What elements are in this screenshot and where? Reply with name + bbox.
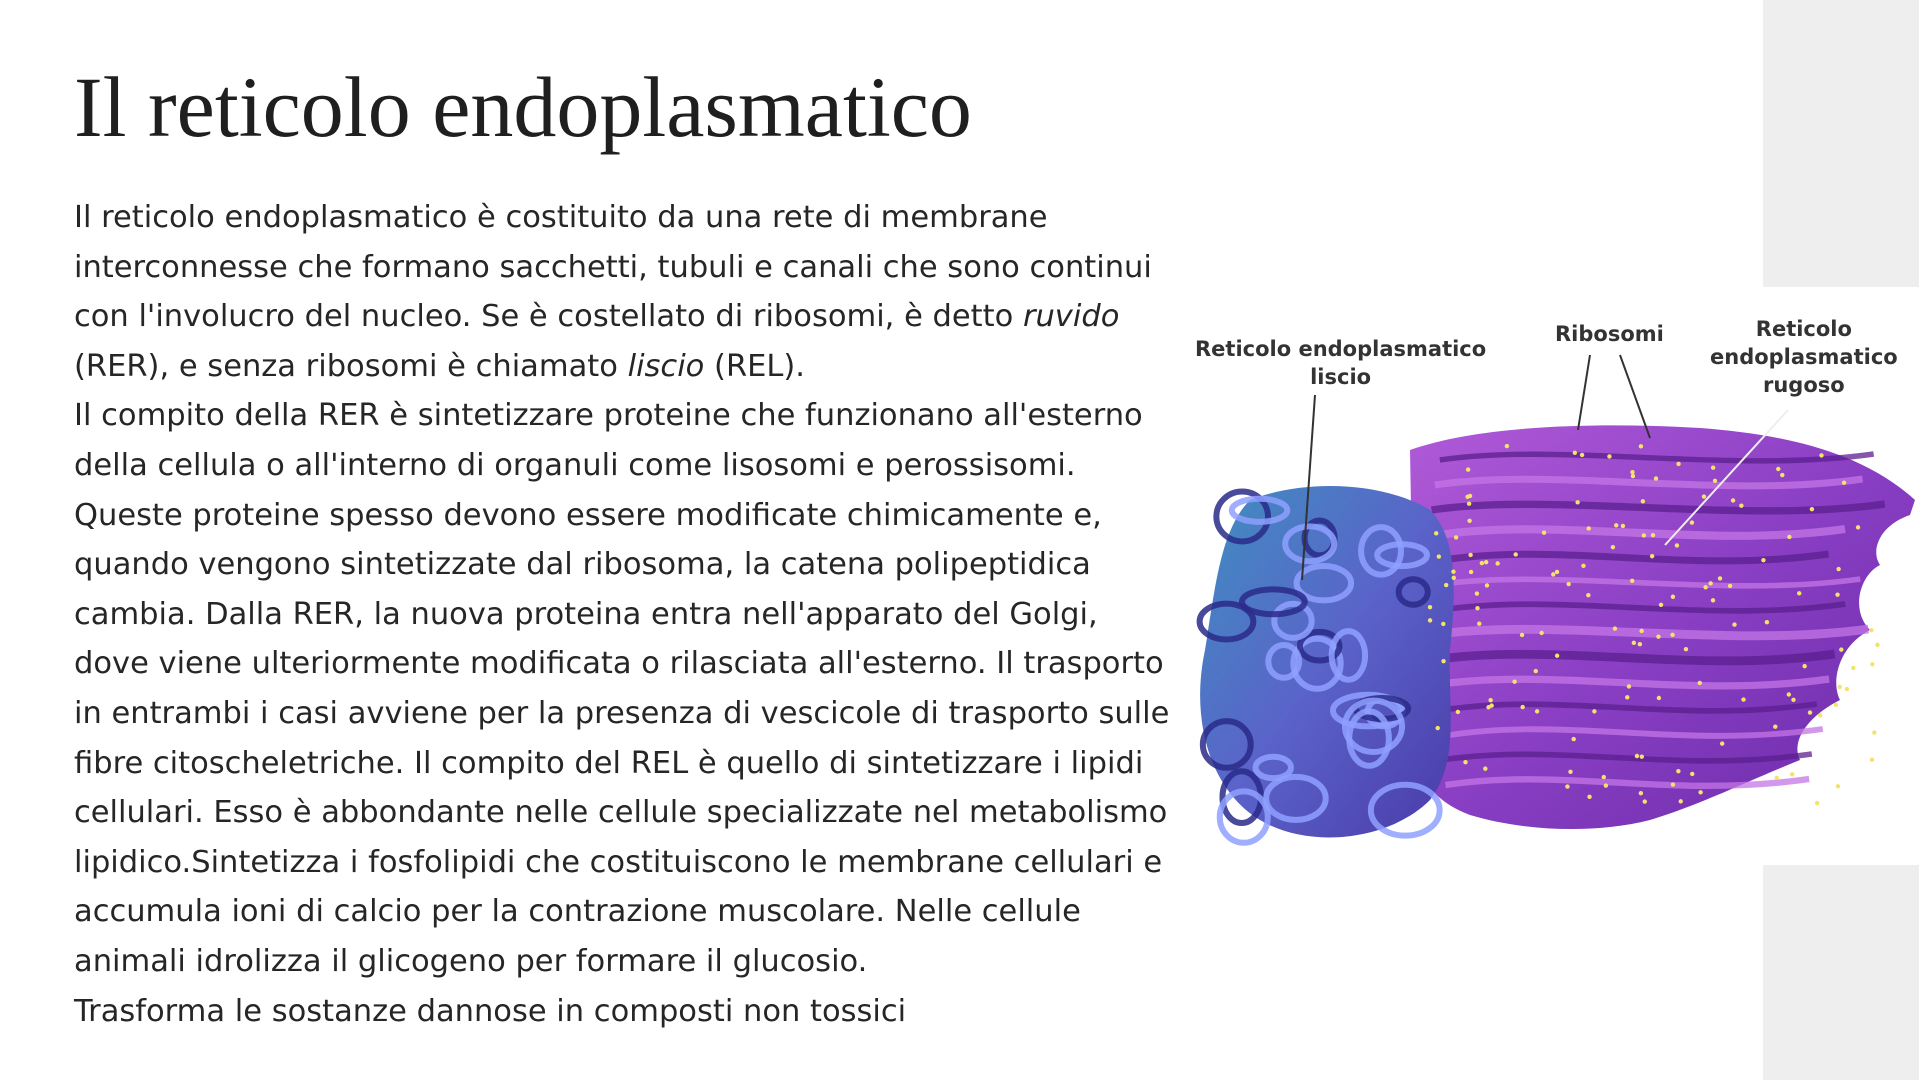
ribosome-dot (1565, 784, 1569, 788)
ribosome-dot (1791, 698, 1795, 702)
ribosome-dot (1702, 494, 1706, 498)
text-line (74, 391, 1184, 441)
ribosome-dot (1505, 444, 1509, 448)
ribosome-dot (1572, 737, 1576, 741)
ribosome-dot (1834, 703, 1838, 707)
text-segment: dove viene ulteriormente modificata o rilasciata all'esterno. Il trasporto (74, 646, 1164, 682)
ribosome-dot (1483, 766, 1487, 770)
ribosome-dot (1643, 799, 1647, 803)
ribosome-dot (1630, 470, 1634, 474)
ribosome-dot (1613, 626, 1617, 630)
ribosome-dot (1728, 584, 1732, 588)
text-segment: cellulari. Esso è abbondante nelle cellule specializzate nel metabolismo (74, 795, 1168, 831)
ribosome-dot (1592, 709, 1596, 713)
text-segment: in entrambi i casi avviene per la presenza di vescicole di trasporto sulle (74, 695, 1170, 731)
text-line (74, 887, 1184, 937)
ribosome-dot (1575, 500, 1579, 504)
text-segment: accumula ioni di calcio per la contrazione muscolare. Nelle cellule (74, 894, 1081, 930)
text-line (74, 243, 1184, 293)
ribosome-dot (1651, 533, 1655, 537)
text-line (74, 838, 1184, 888)
ribosome-dot (1670, 633, 1674, 637)
ribosome-dot (1819, 453, 1823, 457)
ribosome-dot (1720, 741, 1724, 745)
ribosome-dot (1836, 567, 1840, 571)
ribosome-dot (1818, 713, 1822, 717)
ribosome-dot (1568, 770, 1572, 774)
ribosome-dot (1657, 696, 1661, 700)
ribosome-dot (1485, 583, 1489, 587)
text-segment: Trasforma le sostanze dannose in composti non tossici (74, 993, 907, 1029)
ribosome-dot (1739, 503, 1743, 507)
ribosome-dot (1630, 579, 1634, 583)
text-segment: interconnesse che formano sacchetti, tubuli e canali che sono continui (74, 249, 1152, 285)
ribosome-dot (1875, 643, 1879, 647)
ribosome-dot (1573, 451, 1577, 455)
ribosome-dot (1437, 554, 1441, 558)
ribosome-dot (1639, 791, 1643, 795)
text-segment: Il compito della RER è sintetizzare proteine che funzionano all'esterno (74, 398, 1143, 434)
ribosome-dot (1566, 582, 1570, 586)
ribosome-dot (1671, 595, 1675, 599)
ribosome-dot (1451, 569, 1455, 573)
ribosome-dot (1475, 591, 1479, 595)
ribosome-dot (1441, 659, 1445, 663)
ribosome-dot (1428, 605, 1432, 609)
ribosome-dot (1480, 561, 1484, 565)
ribosome-dot (1650, 554, 1654, 558)
ribosome-dot (1780, 473, 1784, 477)
text-line (74, 491, 1184, 541)
ribosome-dot (1639, 444, 1643, 448)
ribosome-dot (1708, 581, 1712, 585)
ribosome-dot (1535, 709, 1539, 713)
ribosome-dot (1851, 666, 1855, 670)
ribosome-dot (1639, 629, 1643, 633)
text-line (74, 590, 1184, 640)
label-smooth-er: Reticolo endoplasmatico liscio (1195, 337, 1487, 389)
text-segment: Il reticolo endoplasmatico è costituito da una rete di membrane (74, 200, 1048, 235)
italic-term: liscio (627, 348, 705, 384)
ribosome-dot (1534, 669, 1538, 673)
ribosome-dot (1441, 622, 1445, 626)
ribosome-dot (1435, 726, 1439, 730)
ribosome-dot (1467, 519, 1471, 523)
ribosome-dot (1581, 564, 1585, 568)
text-segment: (RER), e senza ribosomi è chiamato (74, 348, 628, 384)
ribosome-dot (1475, 606, 1479, 610)
ribosome-dot (1776, 467, 1780, 471)
text-segment: con l'involucro del nucleo. Se è costellato di ribosomi, è detto (74, 299, 1023, 335)
ribosome-dot (1495, 561, 1499, 565)
leader-line-ribosomi-1 (1578, 355, 1590, 430)
ribosome-dot (1787, 535, 1791, 539)
ribosome-dot (1815, 801, 1819, 805)
ribosome-dot (1676, 769, 1680, 773)
ribosome-dot (1711, 465, 1715, 469)
ribosome-dot (1604, 783, 1608, 787)
ribosome-dot (1839, 647, 1843, 651)
label-rough-er: Reticolo endoplasmatico rugoso (1710, 317, 1898, 397)
ribosome-dot (1676, 462, 1680, 466)
ribosome-dot (1428, 618, 1432, 622)
text-line (74, 689, 1184, 739)
ribosome-dot (1607, 454, 1611, 458)
ribosome-dot (1640, 754, 1644, 758)
ribosome-dot (1773, 724, 1777, 728)
ribosome-dot (1520, 633, 1524, 637)
ribosome-dot (1659, 603, 1663, 607)
ribosome-dot (1587, 526, 1591, 530)
ribosome-dot (1456, 710, 1460, 714)
ribosome-dot (1555, 654, 1559, 658)
ribosome-dot (1466, 467, 1470, 471)
ribosome-dot (1632, 641, 1636, 645)
ribosome-dot (1835, 592, 1839, 596)
slide-title: Il reticolo endoplasmatico (74, 59, 972, 155)
ribosome-dot (1703, 585, 1707, 589)
body-paragraph (74, 193, 1184, 1036)
ribosome-dot (1654, 476, 1658, 480)
ribosome-dot (1872, 730, 1876, 734)
ribosome-dot (1542, 531, 1546, 535)
text-line (74, 639, 1184, 689)
ribosome-dot (1631, 474, 1635, 478)
ribosome-dot (1488, 698, 1492, 702)
ribosome-dot (1711, 598, 1715, 602)
label-ribosomi: Ribosomi (1555, 322, 1664, 346)
ribosome-dot (1514, 552, 1518, 556)
ribosome-dot (1870, 662, 1874, 666)
text-line (74, 987, 1184, 1037)
ribosome-dot (1642, 533, 1646, 537)
italic-term: ruvido (1022, 299, 1120, 335)
ribosome-dot (1741, 697, 1745, 701)
text-segment: quando vengono sintetizzate dal ribosoma, la catena polipeptidica (74, 547, 1091, 583)
text-segment: fibre citoscheletriche. Il compito del REL è quello di sintetizzare i lipidi (74, 745, 1144, 781)
ribosome-dot (1468, 553, 1472, 557)
ribosome-dot (1870, 758, 1874, 762)
ribosome-dot (1698, 681, 1702, 685)
ribosome-dot (1512, 680, 1516, 684)
ribosome-dot (1465, 495, 1469, 499)
ribosome-dot (1838, 685, 1842, 689)
ribosome-dot (1539, 631, 1543, 635)
ribosome-dot (1602, 775, 1606, 779)
text-line (74, 193, 1184, 243)
ribosome-dot (1621, 524, 1625, 528)
ribosome-dot (1454, 535, 1458, 539)
ribosome-dot (1797, 591, 1801, 595)
ribosome-dot (1638, 642, 1642, 646)
text-segment: della cellula o all'interno di organuli come lisosomi e perossisomi. (74, 447, 1076, 483)
ribosome-dot (1625, 695, 1629, 699)
ribosome-dot (1469, 570, 1473, 574)
ribosome-dot (1587, 795, 1591, 799)
ribosome-dot (1684, 647, 1688, 651)
ribosome-dot (1713, 479, 1717, 483)
text-line (74, 342, 1184, 392)
ribosome-dot (1611, 545, 1615, 549)
text-segment: cambia. Dalla RER, la nuova proteina entra nell'apparato del Golgi, (74, 596, 1098, 632)
ribosome-dot (1656, 635, 1660, 639)
ribosome-dot (1842, 481, 1846, 485)
ribosome-dot (1586, 593, 1590, 597)
ribosome-dot (1641, 499, 1645, 503)
text-line (74, 739, 1184, 789)
ribosome-dot (1856, 525, 1860, 529)
ribosome-dot (1732, 622, 1736, 626)
text-line (74, 292, 1184, 342)
text-line (74, 441, 1184, 491)
ribosome-dot (1775, 776, 1779, 780)
ribosome-dot (1444, 583, 1448, 587)
ribosome-dot (1614, 523, 1618, 527)
ribosome-dot (1836, 784, 1840, 788)
text-line (74, 540, 1184, 590)
ribosome-dot (1520, 705, 1524, 709)
er-illustration (1180, 310, 1919, 870)
ribosome-dot (1551, 572, 1555, 576)
ribosome-dot (1675, 543, 1679, 547)
ribosome-dot (1463, 760, 1467, 764)
text-segment: Queste proteine spesso devono essere modificate chimicamente e, (74, 497, 1102, 533)
ribosome-dot (1802, 664, 1806, 668)
ribosome-dot (1765, 620, 1769, 624)
text-segment: lipidico.Sintetizza i fosfolipidi che costituiscono le membrane cellulari e (74, 844, 1163, 880)
ribosome-dot (1489, 703, 1493, 707)
ribosome-dot (1671, 782, 1675, 786)
ribosome-dot (1434, 531, 1438, 535)
ribosome-dot (1467, 502, 1471, 506)
ribosome-dot (1477, 622, 1481, 626)
ribosome-dot (1869, 628, 1873, 632)
ribosome-dot (1845, 687, 1849, 691)
ribosome-dot (1555, 570, 1559, 574)
ribosome-dot (1731, 498, 1735, 502)
ribosome-dot (1808, 710, 1812, 714)
ribosome-dot (1627, 684, 1631, 688)
ribosome-dot (1580, 453, 1584, 457)
text-line (74, 788, 1184, 838)
ribosome-dot (1635, 754, 1639, 758)
ribosome-dot (1452, 576, 1456, 580)
text-line (74, 937, 1184, 987)
ribosome-dot (1690, 520, 1694, 524)
ribosome-dot (1690, 772, 1694, 776)
ribosome-dot (1787, 692, 1791, 696)
ribosome-dot (1679, 799, 1683, 803)
ribosome-dot (1761, 558, 1765, 562)
ribosome-dot (1790, 772, 1794, 776)
text-segment: animali idrolizza il glicogeno per formare il glucosio. (74, 943, 868, 979)
ribosome-dot (1484, 560, 1488, 564)
text-segment: (REL). (704, 348, 805, 384)
ribosome-dot (1698, 790, 1702, 794)
ribosome-dot (1810, 507, 1814, 511)
ribosome-dot (1718, 576, 1722, 580)
